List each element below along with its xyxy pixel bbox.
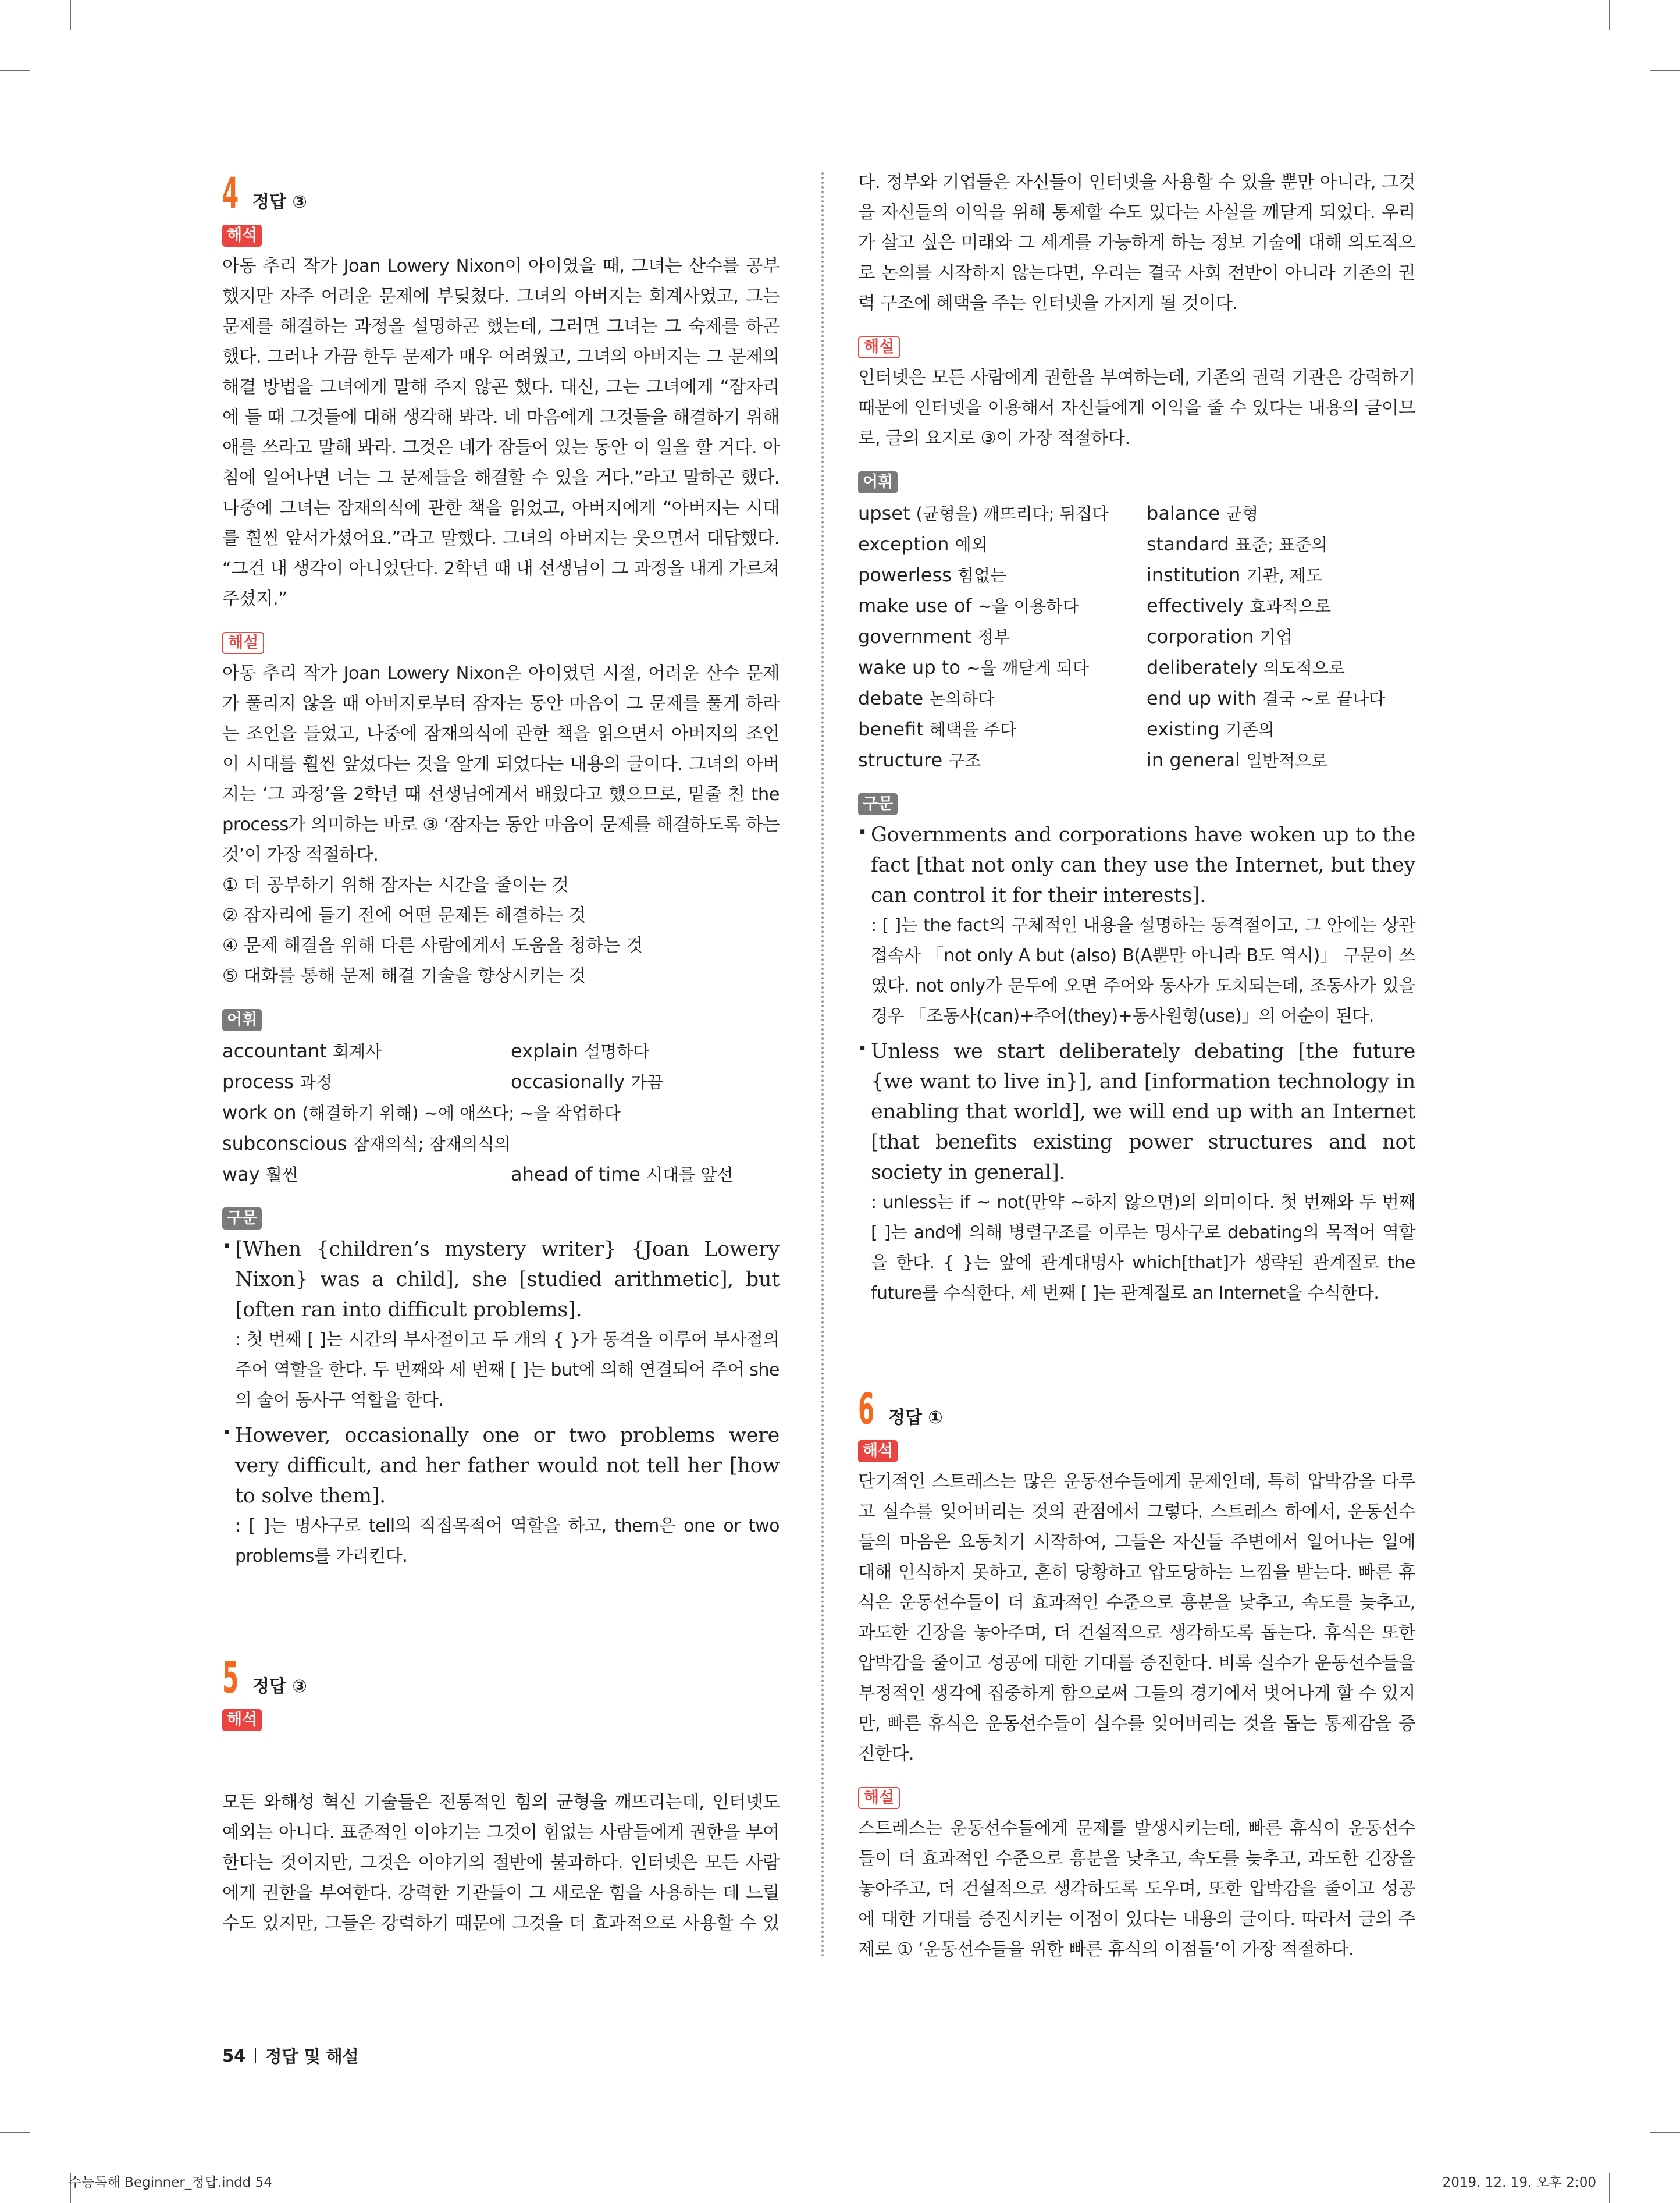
grammar-note: : [ ]는 the fact의 구체적인 내용을 설명하는 동격절이고, 그 안에는 상관접속사 「not only A but (also) B(A뿐만 아니라 B도 역시)」 구문이 쓰였다. not only가 문두에 오면 주어와 동사가 도치되는데, 조동사가 있을 경우 「조동사(can)+주어(they)+동사원형(use)」의 어순이 된다. <box>871 915 1415 1026</box>
vocab-item: wake up to ~을 깨닫게 되다 <box>858 656 1089 678</box>
explanation-tag: 해설 <box>858 1787 900 1809</box>
vocabulary-list <box>858 498 1415 776</box>
vocab-item: government 정부 <box>858 626 1010 648</box>
grammar-item <box>858 1036 1415 1309</box>
translation-text: 모든 와해성 혁신 기술들은 전통적인 힘의 균형을 깨뜨리는데, 인터넷도 예외는 아니다. 표준적인 이야기는 그것이 힘없는 사람들에게 권한을 부여한다는 것이지만, 그것은 이야기의 절반에 불과하다. 인터넷은 모든 사람에게 권한을 부여한다. 강력한 기관들이 그 새로운 힘을 사용하는 데 느릴 수도 있지만, 그들은 강력하기 때문에 그것을 더 효과적으로 사용할 수 있 <box>222 1792 780 1934</box>
slug-date: 2019. 12. 19. 오후 2:00 <box>1442 2175 1596 2190</box>
footer-divider <box>255 2048 256 2063</box>
grammar-tag: 구문 <box>858 793 898 815</box>
translation-text-continued: 다. 정부와 기업들은 자신들이 인터넷을 사용할 수 있을 뿐만 아니라, 그것을 자신들의 이익을 위해 통제할 수도 있다는 사실을 깨닫게 되었다. 우리가 살고 싶은 미래와 그 세계를 가능하게 하는 정보 기술에 대해 의도적으로 논의를 시작하지 않는다면, 우리는 결국 사회 전반이 아니라 기존의 권력 구조에 혜택을 주는 인터넷을 가지게 될 것이다. <box>858 172 1415 314</box>
crop-mark <box>1609 0 1610 30</box>
translation-tag: 해석 <box>222 1709 262 1731</box>
translation-body: 아동 추리 작가 Joan Lowery Nixon이 아이였을 때, 그녀는 산수를 공부했지만 자주 어려운 문제에 부딪쳤다. 그녀의 아버지는 회계사였고, 그는 문제를 해결하는 과정을 설명하곤 했는데, 그러면 그녀는 그 숙제를 하곤 했다. 그러나 가끔 한두 문제가 매우 어려웠고, 그녀의 아버지는 그 문제의 해결 방법을 그녀에게 말해 주지 않곤 했다. 대신, 그는 그녀에게 “잠자리에 들 때 그것들에 대해 생각해 봐라. 네 마음에게 그것들을 해결하기 위해 애를 쓰라고 말해 봐라. 그것은 네가 잠들어 있는 동안 이 일을 할 거다. 아침에 일어나면 너는 그 문제들을 해결할 수 있을 거다.”라고 말하곤 했다. 나중에 그녀는 잠재의식에 관한 책을 읽었고, 아버지에게 “아버지는 시대를 훨씬 앞서가셨어요.”라고 말했다. 그녀의 아버지는 웃으면서 대답했다. “그건 내 생각이 아니었단다. 2학년 때 내 선생님이 그 과정을 내게 가르쳐 주셨지.” <box>222 256 780 609</box>
grammar-note: : 첫 번째 [ ]는 시간의 부사절이고 두 개의 { }가 동격을 이루어 부사절의 주어 역할을 한다. 두 번째와 세 번째 [ ]는 but에 의해 연결되어 주어 she의 술어 동사구 역할을 한다. <box>235 1330 780 1410</box>
crop-mark <box>1650 2132 1680 2133</box>
translation-text <box>222 251 780 614</box>
right-column <box>858 168 1415 1965</box>
crop-mark <box>0 2132 30 2133</box>
question-6-header <box>858 1383 1415 1434</box>
choice-item: ② 잠자리에 들기 전에 어떤 문제든 해결하는 것 <box>222 905 586 926</box>
vocabulary-tag: 어휘 <box>222 1009 262 1031</box>
q5-translation-part1 <box>222 1788 780 1939</box>
translation-text: 단기적인 스트레스는 많은 운동선수들에게 문제인데, 특히 압박감을 다루고 실수를 잊어버리는 것의 관점에서 그렇다. 스트레스 하에서, 운동선수들의 마음은 요동치기 시작하여, 그들은 자신들 주변에서 일어나는 일에 대해 인식하지 못하고, 흔히 당황하고 압도당하는 느낌을 받는다. 빠른 휴식은 운동선수들이 더 효과적인 수준으로 흥분을 낮추고, 속도를 늦추고, 과도한 긴장을 놓아주며, 더 건설적으로 생각하도록 돕는다. 휴식은 또한 압박감을 줄이고 성공에 대한 기대를 증진한다. 비록 실수가 운동선수들을 부정적인 생각에 집중하게 함으로써 그들의 경기에서 벗어나게 할 수 있지만, 빠른 휴식은 운동선수들이 실수를 잊어버리는 것을 돕는 통제감을 증진한다. <box>858 1472 1415 1764</box>
vocab-item: benefit 혜택을 주다 <box>858 718 1017 740</box>
grammar-sentence: · [When {children’s mystery writer} {Joan Lowery Nixon} was a child], she [studied arithmetic], but [often ran into difficult problems]. <box>235 1238 780 1321</box>
grammar-note: : [ ]는 명사구로 tell의 직접목적어 역할을 하고, them은 one or two problems를 가리킨다. <box>235 1516 780 1566</box>
explanation-text: 아동 추리 작가 Joan Lowery Nixon은 아이였던 시절, 어려운 산수 문제가 풀리지 않을 때 아버지로부터 잠자는 동안 마음이 그 문제를 풀게 하라는 조언을 들었고, 나중에 잠재의식에 관한 책을 읽으면서 아버지의 조언이 시대를 훨씬 앞섰다는 것을 알게 되었다는 내용의 글이다. 그녀의 아버지는 ‘그 과정’을 2학년 때 선생님에게서 배웠다고 했으므로, 밑줄 친 the process가 의미하는 바로 ③ ‘잠자는 동안 마음이 문제를 해결하도록 하는 것’이 가장 적절하다. <box>222 663 780 865</box>
question-5-header <box>222 1652 780 1703</box>
vocabulary-tag: 어휘 <box>858 471 898 493</box>
explanation-tag: 해설 <box>858 336 900 358</box>
section-title: 정답 및 해설 <box>265 2046 359 2066</box>
column-divider <box>821 172 824 1959</box>
grammar-sentence: · Governments and corporations have woken up to the fact [that not only can they use the Internet, but they can control it for their interests]. <box>871 823 1415 907</box>
choice-item: ① 더 공부하기 위해 잠자는 시간을 줄이는 것 <box>222 875 570 896</box>
vocab-item: way 훨씬 <box>222 1163 298 1185</box>
vocab-item: institution 기관, 제도 <box>1147 564 1323 586</box>
vocab-item: subconscious 잠재의식; 잠재의식의 <box>222 1132 511 1154</box>
vocab-item: process 과정 <box>222 1071 333 1093</box>
vocabulary-list <box>222 1036 780 1190</box>
grammar-item <box>222 1420 780 1572</box>
vocab-item: explain 설명하다 <box>511 1040 650 1062</box>
page-footer <box>222 2044 359 2067</box>
vocab-item: effectively 효과적으로 <box>1147 595 1332 617</box>
explanation-tag: 해설 <box>222 632 264 654</box>
answer-label: 정답 ③ <box>252 192 307 212</box>
grammar-item <box>222 1234 780 1416</box>
vocab-item: corporation 기업 <box>1147 626 1293 648</box>
vocab-item: make use of ~을 이용하다 <box>858 595 1079 617</box>
vocab-item: exception 예외 <box>858 533 988 555</box>
vocab-item: powerless 힘없는 <box>858 564 1007 586</box>
crop-mark <box>1650 70 1680 71</box>
explanation-text: 인터넷은 모든 사람에게 권한을 부여하는데, 기존의 권력 기관은 강력하기 때문에 인터넷을 이용해서 자신들에게 이익을 줄 수 있다는 내용의 글이므로, 글의 요지로 ③이 가장 적절하다. <box>858 368 1415 449</box>
grammar-sentence: · However, occasionally one or two problems were very difficult, and her father would not tell her [how to solve them]. <box>235 1424 780 1508</box>
grammar-sentence: · Unless we start deliberately debating [the future {we want to live in}], and [information technology in enabling that world], we will end up with an Internet [that benefits existing power structures and not society in general]. <box>871 1040 1415 1184</box>
answer-label: 정답 ① <box>888 1408 943 1428</box>
q5-translation-part2 <box>858 168 1415 319</box>
grammar-note: : unless는 if ~ not(만약 ~하지 않으면)의 의미이다. 첫 번째와 두 번째 [ ]는 and에 의해 병렬구조를 이루는 명사구로 debating의 목적어 역할을 한다. { }는 앞에 관계대명사 which[that]가 생략된 관계절로 the future를 수식한다. 세 번째 [ ]는 관계절로 an Internet을 수식한다. <box>871 1192 1415 1303</box>
vocab-item: work on (해결하기 위해) ~에 애쓰다; ~을 작업하다 <box>222 1102 621 1124</box>
vocab-item: ahead of time 시대를 앞선 <box>511 1163 734 1185</box>
vocab-item: occasionally 가끔 <box>511 1071 664 1093</box>
question-4-header <box>222 168 780 219</box>
choice-item: ④ 문제 해결을 위해 다른 사람에게서 도움을 청하는 것 <box>222 936 643 956</box>
crop-mark <box>1609 2173 1610 2203</box>
vocab-item: end up with 결국 ~로 끝나다 <box>1147 687 1386 709</box>
translation-tag: 해석 <box>222 225 262 247</box>
question-number: 6 <box>858 1384 875 1434</box>
answer-label: 정답 ③ <box>252 1676 307 1697</box>
vocab-item: standard 표준; 표준의 <box>1147 533 1328 555</box>
translation-tag: 해석 <box>858 1440 898 1462</box>
vocab-item: balance 균형 <box>1147 502 1259 524</box>
slug-file: 수능독해 Beginner_정답.indd 54 <box>69 2175 272 2190</box>
page-number: 54 <box>222 2045 246 2066</box>
vocab-item: in general 일반적으로 <box>1147 749 1328 771</box>
explanation-text: 스트레스는 운동선수들에게 문제를 발생시키는데, 빠른 휴식이 운동선수들이 더 효과적인 수준으로 흥분을 낮추고, 속도를 늦추고, 과도한 긴장을 놓아주고, 더 건설적으로 생각하도록 도우며, 또한 압박감을 줄이고 성공에 대한 기대를 증진시키는 이점이 있다는 내용의 글이다. 따라서 글의 주제로 ① ‘운동선수들을 위한 빠른 휴식의 이점들’이 가장 적절하다. <box>858 1818 1415 1960</box>
question-number: 5 <box>222 1653 239 1703</box>
grammar-item <box>858 820 1415 1032</box>
crop-mark <box>0 70 30 71</box>
grammar-tag: 구문 <box>222 1207 262 1230</box>
vocab-item: deliberately 의도적으로 <box>1147 656 1345 678</box>
vocab-item: accountant 회계사 <box>222 1040 382 1062</box>
vocab-item: upset (균형을) 깨뜨리다; 뒤집다 <box>858 502 1109 524</box>
question-number: 4 <box>222 169 239 219</box>
left-column <box>222 168 780 1736</box>
vocab-item: debate 논의하다 <box>858 687 995 709</box>
vocab-item: structure 구조 <box>858 749 981 771</box>
answer-choices <box>222 870 780 992</box>
choice-item: ⑤ 대화를 통해 문제 해결 기술을 향상시키는 것 <box>222 966 586 986</box>
vocab-item: existing 기존의 <box>1147 718 1275 740</box>
crop-mark <box>70 0 71 30</box>
